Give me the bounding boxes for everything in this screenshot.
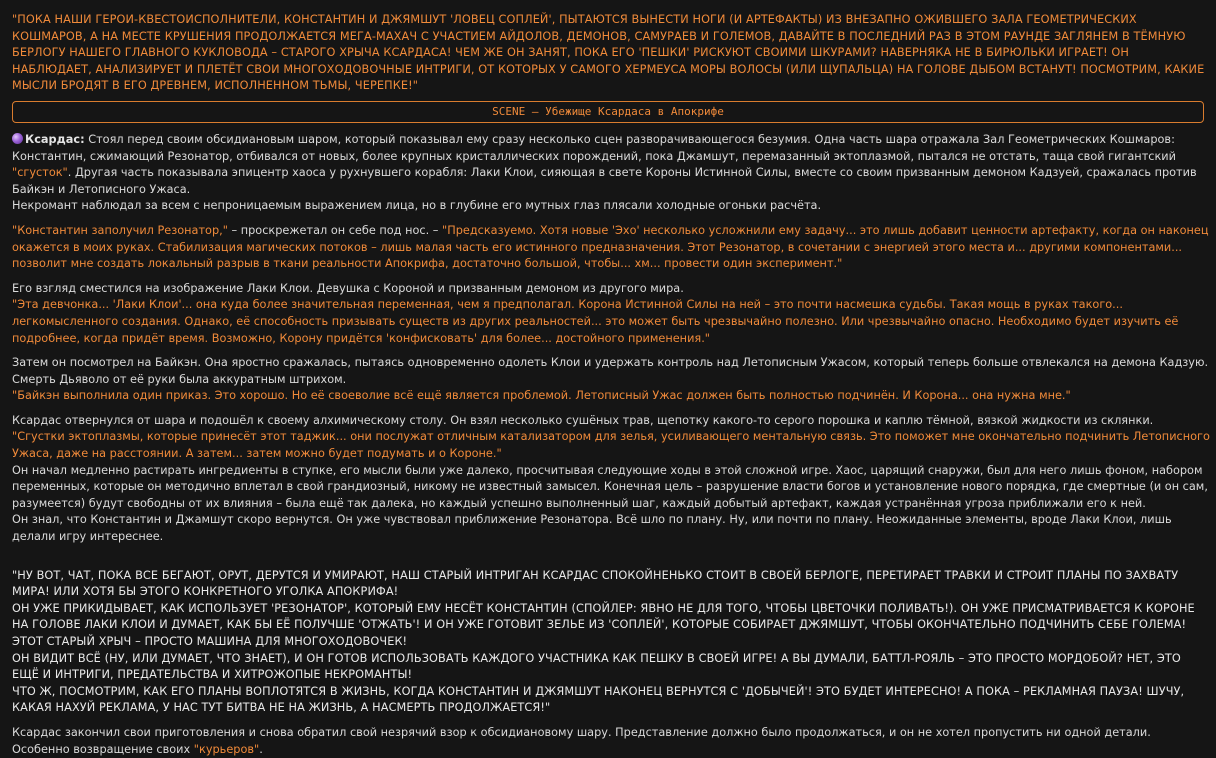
narration-paragraph-2 [12,223,1210,273]
spacer [12,554,1210,568]
dialogue-quote: "Сгустки эктоплазмы, которые принесёт этот таджик... они послужат отличным катализатором для зелья, усиливающего ментальную связь. Это поможет мне окончательно подчинить Летописного Ужаса, даже на расстоянии. А затем... затем можно будет подумать и о Короне." [12,430,1210,461]
dialogue-quote: "Предсказуемо. Хотя новые 'Эхо' несколько усложнили ему задачу... это лишь добавит ценности артефакту, когда он наконец окажется в моих руках. Стабилизация магических потоков – лишь малая часть его истинного предназначения. Этот Резонатор, в сочетании с энергией этого места и... другими компонентами... позволит мне создать локальный разрыв в ткани реальности Апокрифа, достаточно большой, чтобы... хм... провести один эксперимент." [12,223,1209,271]
narration-text: Стоял перед своим обсидиановым шаром, который показывал ему сразу несколько сцен разворачивающегося безумия. Одна часть шара отражала Зал Геометрических Кошмаров: Константин, сжимающий Резонатор, отбивался от новых, более крупных кристаллических порождений, пока Джамшут, перемазанный эктоплазмой, пытался не отстать, таща свой гигантский [12,132,1176,163]
dialogue-quote: "Эта девчонка... 'Лаки Клои'... она куда более значительная переменная, чем я предполагал. Корона Истинной Силы на ней – это почти насмешка судьбы. Такая мощь в руках такого... легкомысленного создания. Однако, её способность призывать существ из других реальностей... это может быть чрезвычайно полезно. Или чрезвычайно опасно. Необходимо будет изучить её подробнее, когда придёт время. Возможно, Корону придётся 'конфисковать' для более... достойного применения." [12,298,1179,345]
announcer-line: ЧТО Ж, ПОСМОТРИМ, КАК ЕГО ПЛАНЫ ВОПЛОТЯТСЯ В ЖИЗНЬ, КОГДА КОНСТАНТИН И ДЖЯМШУТ НАКОНЕЦ ВЕРНУТСЯ С 'ДОБЫЧЕЙ'! ЭТО БУДЕТ ИНТЕРЕСНО! А ПОКА – РЕКЛАМНАЯ ПАУЗА! ШУЧУ, КАКАЯ НАХУЙ РЕКЛАМА, У НАС ТУТ БИТВА НЕ НА ЖИЗНЬ, А НАСМЕРТЬ ПРОДОЛЖАЕТСЯ!" [12,684,1185,715]
dialogue-quote: "Байкэн выполнила один приказ. Это хорошо. Но её своеволие всё ещё является проблемой. Летописный Ужас должен быть полностью подчинён. И Корона... она нужна мне." [12,389,1071,403]
narration-paragraph-1 [12,132,1210,215]
crystal-ball-icon [12,133,23,144]
scene-header: SCENE – Убежище Ксардаса в Апокрифе [12,101,1204,123]
narration-text: . Другая часть показывала эпицентр хаоса у рухнувшего корабля: Лаки Клои, сияющая в свете Короны Истинной Силы, вместе со своим призванным демоном Кадзуей, сражалась против Байкэн и Летописного Ужаса. [12,166,1197,196]
narration-text: Затем он посмотрел на Байкэн. Она яростно сражалась, пытаясь одновременно одолеть Клои и удержать контроль над Летописным Ужасом, который теперь больше отвлекался на демона Кадзую. Смерть Дьяволо от её руки была аккуратным штрихом. [12,356,1209,386]
dialogue-quote: "сгусток" [12,166,68,180]
narration-text: . [259,742,263,756]
narration-text: Ксардас отвернулся от шара и подошёл к своему алхимическому столу. Он взял несколько сушёных трав, щепотку какого-то серого порошка и каплю тёмной, вязкой жидкости из склянки. [12,413,1154,427]
speaker-name: Ксардас: [25,132,85,146]
narration-text: Его взгляд сместился на изображение Лаки Клои. Девушка с Короной и призванным демоном из другого мира. [12,281,684,295]
dialogue-quote: "Константин заполучил Резонатор," [12,223,228,237]
narration-text: Он начал медленно растирать ингредиенты в ступке, его мысли были уже далеко, просчитывая следующие ходы в этой сложной игре. Хаос, царящий снаружи, был для него лишь фоном, набором переменных, которые он методично вплетал в свой грандиозный, никому не известный замысел. Конечная цель – разрушение власти богов и установление нового порядка, где смертные (и он сам, разумеется) будут свободны от их влияния – была ещё так далека, но каждый успешно выполненный шаг, каждый добытый артефакт, каждая устранённая угроза приближали его к ней. [12,463,1208,510]
narration-text: Он знал, что Константин и Джамшут скоро вернутся. Он уже чувствовал приближение Резонатора. Всё шло по плану. Ну, или почти по плану. Неожиданные элементы, вроде Лаки Клои, лишь делали игру интереснее. [12,513,1172,544]
announcer-line: ОН УЖЕ ПРИКИДЫВАЕТ, КАК ИСПОЛЬЗУЕТ 'РЕЗОНАТОР', КОТОРЫЙ ЕМУ НЕСЁТ КОНСТАНТИН (СПОЙЛЕР: ЯВНО НЕ ДЛЯ ТОГО, ЧТОБЫ ЦВЕТОЧКИ ПОЛИВАТЬ!). ОН УЖЕ ПРИСМАТРИВАЕТСЯ К КОРОНЕ НА ГОЛОВЕ ЛАКИ КЛОИ И ДУМАЕТ, КАК БЫ ЕЁ ПОЛУЧШЕ 'ОТЖАТЬ'! И ОН УЖЕ ГОТОВИТ ЗЕЛЬЕ ИЗ 'СОПЛЕЙ', КОТОРЫЕ СОБИРАЕТ ДЖЯМШУТ, ЧТОБЫ ОКОНЧАТЕЛЬНО ПОДЧИНИТЬ СЕБЕ ГОЛЕМА! ЭТОТ СТАРЫЙ ХРЫЧ – ПРОСТО МАШИНА ДЛЯ МНОГОХОДОВОЧЕК! [12,601,1195,648]
narration-paragraph-3 [12,281,1210,347]
narration-closing [12,725,1210,758]
dialogue-quote: "курьеров" [193,742,260,756]
narration-text: Ксардас закончил свои приготовления и снова обратил свой незрячий взор к обсидиановому шару. Представление должно было продолжаться, и он не хотел пропустить ни одной детали. Особенно возвращение своих [12,725,1151,756]
announcer-line: ОН ВИДИТ ВСЁ (НУ, ИЛИ ДУМАЕТ, ЧТО ЗНАЕТ), И ОН ГОТОВ ИСПОЛЬЗОВАТЬ КАЖДОГО УЧАСТНИКА КАК ПЕШКУ В СВОЕЙ ИГРЕ! А ВЫ ДУМАЛИ, БАТТЛ-РОЯЛЬ – ЭТО ПРОСТО МОРДОБОЙ? НЕТ, ЭТО ЕЩЁ И ИНТРИГИ, ПРЕДАТЕЛЬСТВА И ХИТРОЖОПЫЕ НЕКРОМАНТЫ! [12,651,1181,682]
announcer-line: "НУ ВОТ, ЧАТ, ПОКА ВСЕ БЕГАЮТ, ОРУТ, ДЕРУТСЯ И УМИРАЮТ, НАШ СТАРЫЙ ИНТРИГАН КСАРДАС СПОКОЙНЕНЬКО СТОИТ В СВОЕЙ БЕРЛОГЕ, ПЕРЕТИРАЕТ ТРАВКИ И СТРОИТ ПЛАНЫ ПО ЗАХВАТУ МИРА! ИЛИ ХОТЯ БЫ ЭТОГО КОНКРЕТНОГО УГОЛКА АПОКРИФА! [12,568,1179,599]
narration-text: Некромант наблюдал за всем с непроницаемым выражением лица, но в глубине его мутных глаз плясали холодные огоньки расчёта. [12,199,822,213]
narration-text: – проскрежетал он себе под нос. – [227,223,443,237]
narration-paragraph-4 [12,355,1210,405]
narrator-intro: "ПОКА НАШИ ГЕРОИ-КВЕСТОИСПОЛНИТЕЛИ, КОНСТАНТИН И ДЖЯМШУТ 'ЛОВЕЦ СОПЛЕЙ', ПЫТАЮТСЯ ВЫНЕСТИ НОГИ (И АРТЕФАКТЫ) ИЗ ВНЕЗАПНО ОЖИВШЕГО ЗАЛА ГЕОМЕТРИЧЕСКИХ КОШМАРОВ, А НА МЕСТЕ КРУШЕНИЯ ПРОДОЛЖАЕТСЯ МЕГА-МАХАЧ С УЧАСТИЕМ АЙДОЛОВ, ДЕМОНОВ, САМУРАЕВ И ГОЛЕМОВ, ДАВАЙТЕ В ПОСЛЕДНИЙ РАЗ В ЭТОМ РАУНДЕ ЗАГЛЯНЕМ В ТЁМНУЮ БЕРЛОГУ НАШЕГО ГЛАВНОГО КУКЛОВОДА – СТАРОГО ХРЫЧА КСАРДАСА! ЧЕМ ЖЕ ОН ЗАНЯТ, ПОКА ЕГО 'ПЕШКИ' РИСКУЮТ СВОИМИ ШКУРАМИ? НАВЕРНЯКА НЕ В БИРЮЛЬКИ ИГРАЕТ! ОН НАБЛЮДАЕТ, АНАЛИЗИРУЕТ И ПЛЕТЁТ СВОИ МНОГОХОДОВОЧНЫЕ ИНТРИГИ, ОТ КОТОРЫХ У САМОГО ХЕРМЕУСА МОРЫ ВОЛОСЫ (ИЛИ ЩУПАЛЬЦА) НА ГОЛОВЕ ДЫБОМ ВСТАНУТ! ПОСМОТРИМ, КАКИЕ МЫСЛИ БРОДЯТ В ЕГО ДРЕВНЕМ, ИСПОЛНЕННОМ ТЬМЫ, ЧЕРЕПКЕ!" [12,13,1205,93]
narration-paragraph-5 [12,413,1210,546]
announcer-block [12,568,1210,717]
